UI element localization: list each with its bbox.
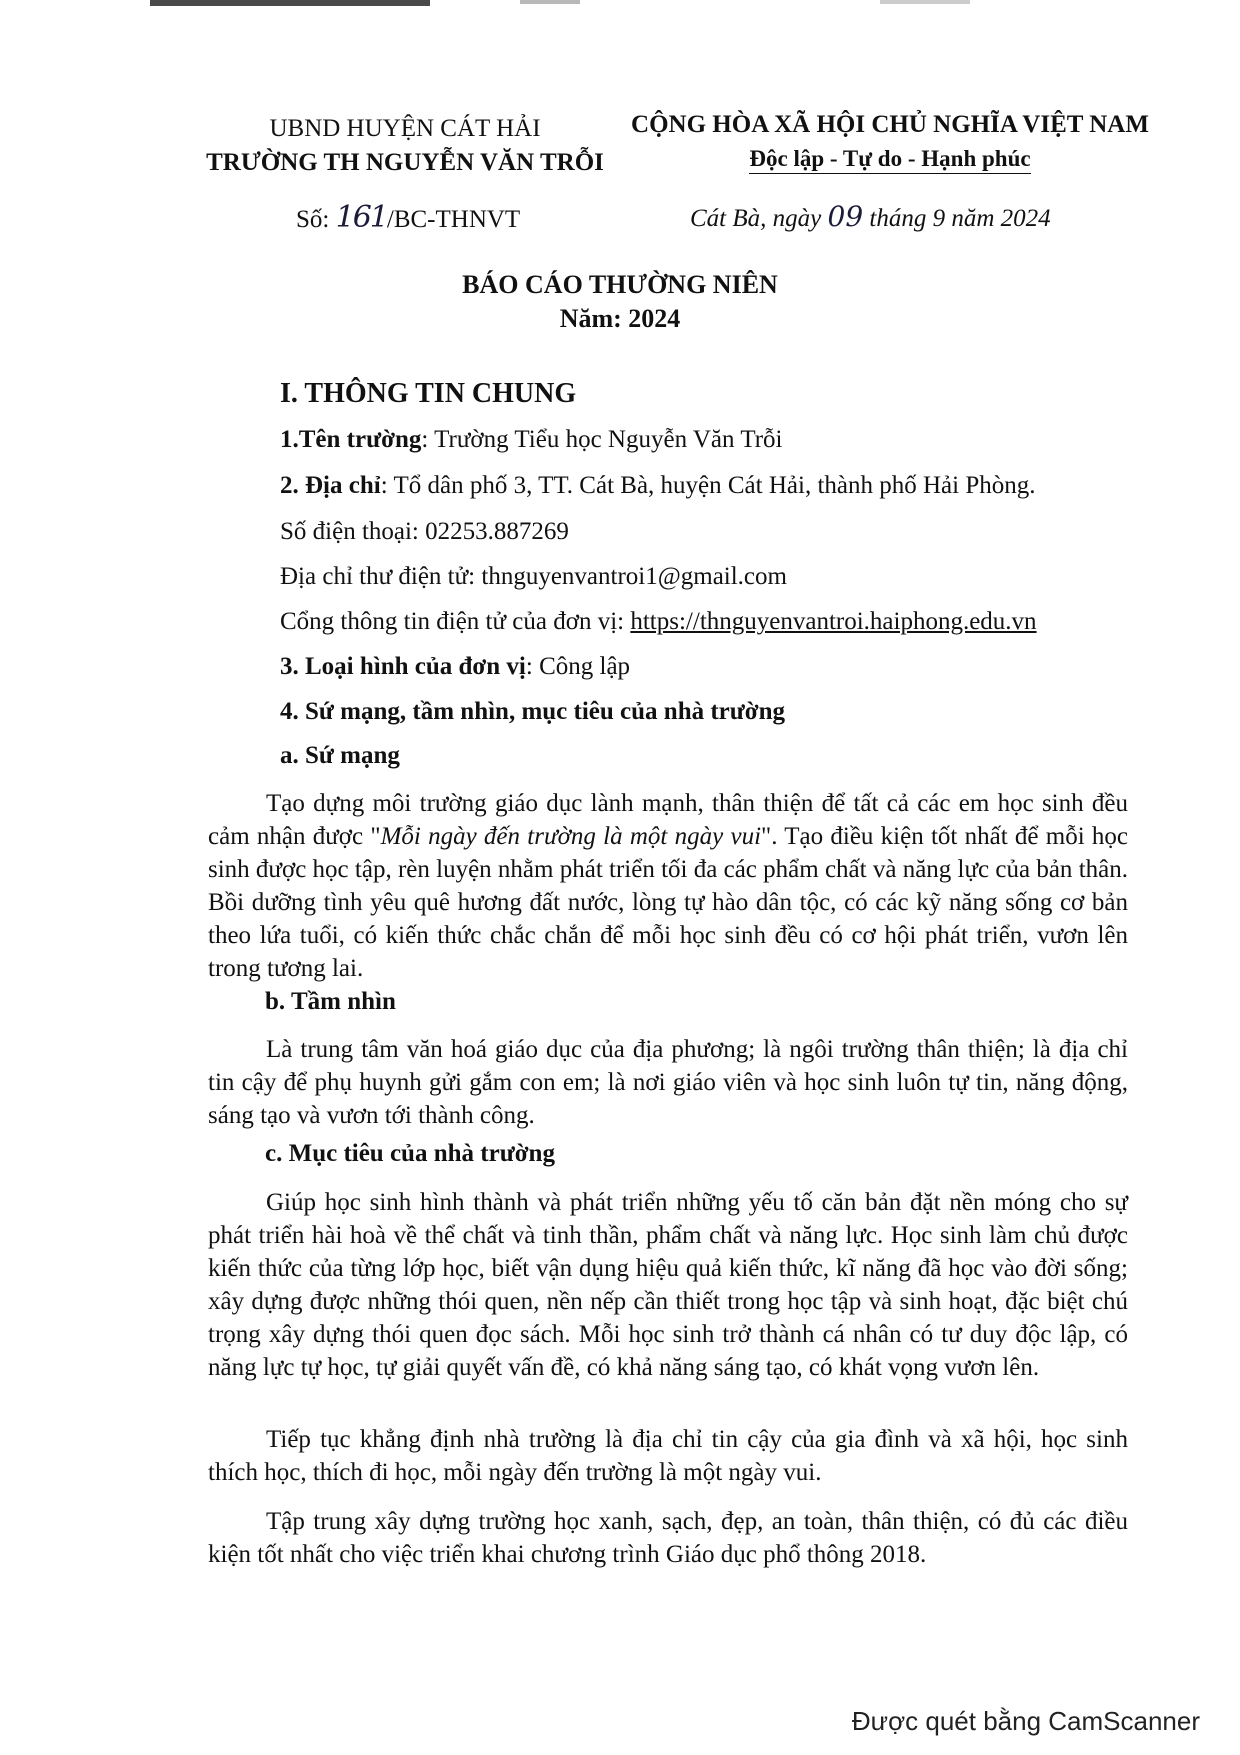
authority-line-2: TRƯỜNG TH NGUYỄN VĂN TRỖI	[206, 149, 604, 176]
paragraph-goals-1: Giúp học sinh hình thành và phát triển những yếu tố căn bản đặt nền móng cho sự phát triển hài hoà về thể chất và tinh thần, phẩm chất và năng lực. Học sinh làm chủ được kiến thức của từng lớp học, biết vận dụng hiệu quả kiến thức, kĩ năng đã học vào đời sống; xây dựng được những thói quen, nền nếp cần thiết trong học tập và sinh hoạt, đặc biệt chú trọng xây dựng thói quen đọc sách. Mỗi học sinh trở thành cá nhân có tư duy độc lập, có năng lực tự học, tự giải quyết vấn đề, có khả năng sáng tạo, có khát vọng vươn lên.	[208, 1189, 1128, 1381]
mission-text-1: Tạo dựng môi trường giáo dục lành mạnh, thân thiện để tất cả các em học sinh đều cảm nhận được "	[208, 790, 1128, 850]
paragraph-goals-2: Tiếp tục khẳng định nhà trường là địa chỉ tin cậy của gia đình và xã hội, học sinh thích học, thích đi học, mỗi ngày đến trường là một ngày vui.	[208, 1426, 1128, 1486]
document-number-suffix: /BC-THNVT	[386, 206, 521, 233]
unit-type	[280, 653, 630, 681]
place-date	[690, 200, 1051, 233]
scan-artifact	[520, 0, 580, 4]
section-heading: I. THÔNG TIN CHUNG	[280, 378, 577, 409]
school-name	[280, 426, 782, 454]
subheading-a: a. Sứ mạng	[280, 742, 400, 769]
paragraph-vision: Là trung tâm văn hoá giáo dục của địa phương; là ngôi trường thân thiện; là địa chỉ tin cậy để phụ huynh gửi gắm con em; là nơi giáo viên và học sinh luôn tự tin, năng động, sáng tạo và vươn tới thành công.	[208, 1036, 1128, 1129]
issuing-authority	[195, 112, 615, 180]
national-title	[620, 108, 1160, 176]
national-motto	[620, 142, 1160, 176]
national-motto-text: Độc lập - Tự do - Hạnh phúc	[749, 146, 1030, 174]
scan-artifact	[150, 0, 430, 6]
unit-type-value: : Công lập	[525, 653, 631, 680]
report-title-line-1: BÁO CÁO THƯỜNG NIÊN	[462, 270, 778, 299]
school-name-value: : Trường Tiểu học Nguyễn Văn Trỗi	[421, 426, 783, 453]
mission-text-2: ". Tạo điều kiện tốt nhất để mỗi học sinh được học tập, rèn luyện nhằm phát triển tối đa các phẩm chất và năng lực của bản thân. Bồi dưỡng tình yêu quê hương đất nước, lòng tự hào dân tộc, có các kỹ năng sống cơ bản theo lứa tuổi, có kiến thức chắc chắn để mỗi học sinh đều có cơ hội phát triển, vươn lên trong tương lai.	[208, 823, 1128, 982]
phone: Số điện thoại: 02253.887269	[280, 518, 569, 545]
school-name-label: 1.Tên trường	[280, 426, 422, 453]
place-date-suffix: tháng 9 năm 2024	[863, 205, 1051, 232]
national-title-line-1: CỘNG HÒA XÃ HỘI CHỦ NGHĨA VIỆT NAM	[631, 111, 1149, 138]
mission-heading-text: 4. Sứ mạng, tầm nhìn, mục tiêu của nhà trường	[280, 698, 786, 725]
handwritten-number: 161	[335, 200, 387, 235]
address-label: 2. Địa chỉ	[280, 472, 381, 499]
document-number	[296, 200, 520, 235]
report-title-year: Năm: 2024	[559, 304, 681, 333]
scan-artifact	[880, 0, 970, 4]
mission-heading	[280, 698, 785, 726]
subheading-c: c. Mục tiêu của nhà trường	[265, 1140, 555, 1167]
unit-type-label: 3. Loại hình của đơn vị	[280, 653, 526, 680]
portal-label: Cổng thông tin điện tử của đơn vị:	[280, 608, 631, 635]
portal	[280, 608, 1037, 636]
address	[280, 472, 1036, 500]
authority-line-1: UBND HUYỆN CÁT HẢI	[269, 115, 541, 142]
handwritten-day: 09	[827, 200, 864, 233]
paragraph-mission	[208, 787, 1128, 985]
address-value: : Tổ dân phố 3, TT. Cát Bà, huyện Cát Hải, thành phố Hải Phòng.	[380, 472, 1036, 499]
place-date-prefix: Cát Bà, ngày	[690, 205, 828, 232]
mission-quote: Mỗi ngày đến trường là một ngày vui	[380, 823, 762, 850]
paragraph-goals-3: Tập trung xây dựng trường học xanh, sạch, đẹp, an toàn, thân thiện, có đủ các điều kiện tốt nhất cho việc triển khai chương trình Giáo dục phổ thông 2018.	[208, 1508, 1128, 1568]
subheading-b: b. Tầm nhìn	[265, 988, 396, 1015]
report-title	[0, 268, 1240, 336]
email: Địa chỉ thư điện tử: thnguyenvantroi1@gmail.com	[280, 563, 787, 590]
portal-link[interactable]: https://thnguyenvantroi.haiphong.edu.vn	[630, 608, 1037, 635]
document-number-prefix: Số:	[296, 206, 336, 233]
scanner-watermark: Được quét bằng CamScanner	[851, 1706, 1200, 1736]
